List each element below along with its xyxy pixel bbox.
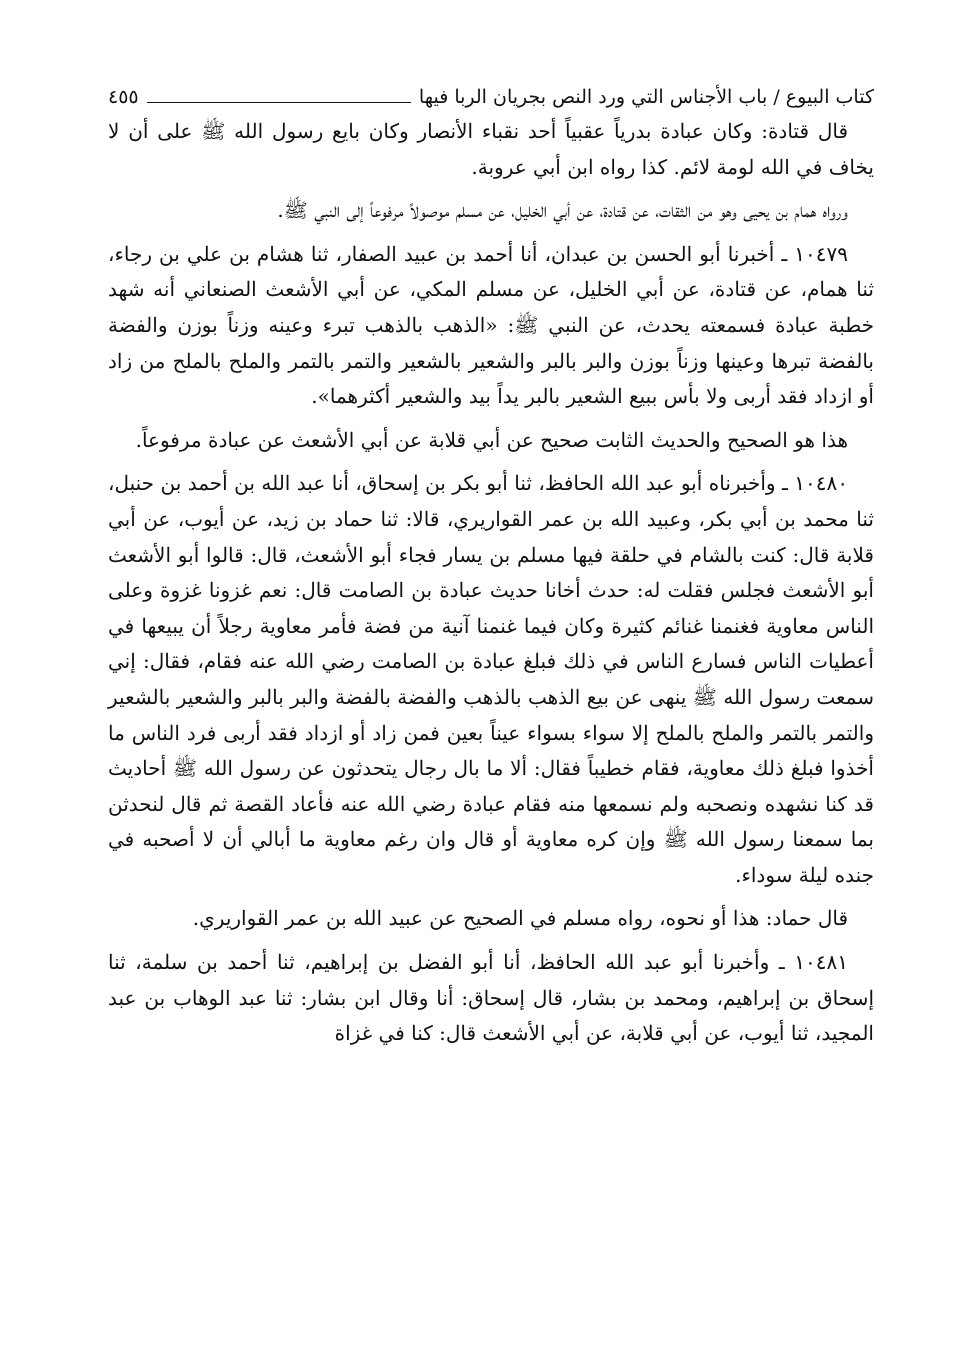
chapter-title: كتاب البيوع / باب الأجناس التي ورد النص بجريان الربا فيها: [418, 86, 874, 108]
running-header: [108, 78, 874, 112]
page-number: ٤٥٥: [108, 86, 139, 108]
paragraph-hammam-narration: ورواه همام بن يحيى وهو من الثقات، عن قتادة، عن أبي الخليل، عن مسلم موصولاً مرفوعاً إلى النبي ﷺ.: [277, 198, 848, 223]
hadith-10481: ١٠٤٨١ ـ وأخبرنا أبو عبد الله الحافظ، أنا أبو الفضل بن إبراهيم، ثنا أحمد بن سلمة، ثنا إسحاق بن إبراهيم، ومحمد بن بشار، قال إسحاق: أنا وقال ابن بشار: ثنا عبد الوهاب بن عبد المجيد، ثنا أيوب، عن أبي قلابة، عن أبي الأشعث قال: كنا في غزاة: [108, 950, 874, 1046]
paragraph-sahih-note: هذا هو الصحيح والحديث الثابت صحيح عن أبي قلابة عن أبي الأشعث عن عبادة مرفوعاً.: [135, 427, 848, 452]
paragraph-qatada-note: قال قتادة: وكان عبادة بدرياً عقبياً أحد نقباء الأنصار وكان بايع رسول الله ﷺ على أن لا يخاف في الله لومة لائم. كذا رواه ابن أبي عروبة.: [108, 119, 874, 179]
hadith-10479: ١٠٤٧٩ ـ أخبرنا أبو الحسن بن عبدان، أنا أحمد بن عبيد الصفار، ثنا هشام بن علي بن رجاء، ثنا همام، عن قتادة، عن أبي الخليل، عن مسلم المكي، عن أبي الأشعث الصنعاني أنه شهد خطبة عبادة فسمعته يحدث، عن النبي ﷺ: «الذهب بالذهب تبرء وعينه وزناً بوزن والفضة بالفضة تبرها وعينها وزناً بوزن والبر بالبر والشعير بالشعير والتمر بالتمر والملح بالملح من زاد أو ازداد فقد أربى ولا بأس ببيع الشعير بالبر يداً بيد والشعير أكثرهما».: [108, 241, 875, 409]
header-rule: [147, 102, 411, 103]
paragraph-hammad-note: قال حماد: هذا أو نحوه، رواه مسلم في الصحيح عن عبيد الله بن عمر القواريري.: [192, 906, 848, 931]
document-page: [108, 78, 874, 1052]
hadith-10480: ١٠٤٨٠ ـ وأخبرناه أبو عبد الله الحافظ، ثنا أبو بكر بن إسحاق، أنا عبد الله بن أحمد بن حنبل، ثنا محمد بن أبي بكر، وعبيد الله بن عمر القواريري، قالا: ثنا حماد بن زيد، عن أيوب، عن أبي قلابة قال: كنت بالشام في حلقة فيها مسلم بن يسار فجاء أبو الأشعث، قال: قالوا أبو الأشعث أبو الأشعث فجلس فقلت له: حدث أخانا حديث عبادة بن الصامت قال: نعم غزونا غزوة وعلى الناس معاوية فغنمنا غنائم كثيرة وكان فيما غنمنا آنية من فضة فأمر معاوية رجلاً أن يبيعها في أعطيات الناس فسارع الناس في ذلك فبلغ عبادة بن الصامت رضي الله عنه فقام، فقال: إني سمعت رسول الله ﷺ ينهى عن بيع الذهب بالذهب والفضة بالفضة والبر بالبر والشعير بالشعير والتمر بالتمر والملح بالملح إلا سواء بسواء عيناً بعين فمن زاد أو ازداد فقد أربى فرد الناس ما أخذوا فبلغ ذلك معاوية، فقام خطيباً فقال: ألا ما بال رجال يتحدثون عن رسول الله ﷺ أحاديث قد كنا نشهده ونصحبه ولم نسمعها منه فقام عبادة رضي الله عنه فأعاد القصة ثم قال لنحدثن بما سمعنا رسول الله ﷺ وإن كره معاوية أو قال وان رغم معاوية ما أبالي أن لا أصحبه في جنده ليلة سوداء.: [108, 471, 874, 887]
